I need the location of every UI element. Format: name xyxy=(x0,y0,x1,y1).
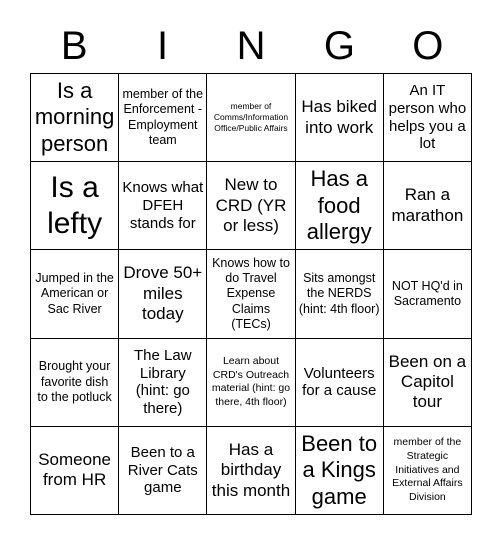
bingo-cell[interactable] xyxy=(207,427,295,515)
bingo-cell[interactable] xyxy=(207,162,295,250)
cell-text: Sits amongst the NERDS (hint: 4th floor) xyxy=(298,271,380,316)
bingo-cell[interactable] xyxy=(31,339,119,427)
cell-text: Knows how to do Travel Expense Claims (TECs) xyxy=(212,255,290,331)
bingo-cell[interactable] xyxy=(384,427,472,515)
bingo-grid xyxy=(30,73,472,515)
cell-text: An IT person who helps you a lot xyxy=(388,82,467,153)
bingo-cell[interactable] xyxy=(207,339,295,427)
bingo-cell[interactable] xyxy=(296,339,384,427)
bingo-cell[interactable] xyxy=(384,74,472,162)
cell-text: member of the Enforcement - Employment team xyxy=(122,87,204,147)
header-letter-g: G xyxy=(323,24,355,68)
cell-text: Been to a Kings game xyxy=(301,430,378,509)
cell-text: Knows what DFEH stands for xyxy=(122,179,204,232)
bingo-cell[interactable] xyxy=(31,74,119,162)
bingo-cell[interactable] xyxy=(119,162,207,250)
cell-text: Brought your favorite dish to the potluck xyxy=(37,359,112,404)
cell-text: Someone from HR xyxy=(38,450,111,490)
bingo-cell[interactable] xyxy=(31,427,119,515)
bingo-cell[interactable] xyxy=(296,162,384,250)
cell-text: Has biked into work xyxy=(301,97,377,137)
bingo-cell[interactable] xyxy=(384,250,472,338)
bingo-cell[interactable] xyxy=(384,339,472,427)
cell-text: The Law Library (hint: go there) xyxy=(134,346,192,417)
bingo-cell[interactable] xyxy=(31,162,119,250)
bingo-cell[interactable] xyxy=(296,427,384,515)
cell-text: NOT HQ'd in Sacramento xyxy=(391,278,463,308)
cell-text: Is a lefty xyxy=(47,170,103,240)
header-letter-n: N xyxy=(236,24,266,68)
bingo-cell[interactable] xyxy=(119,339,207,427)
bingo-cell[interactable] xyxy=(296,250,384,338)
cell-text: Is a morning person xyxy=(34,78,115,156)
bingo-cell[interactable] xyxy=(207,250,295,338)
cell-text: Drove 50+ miles today xyxy=(123,263,203,324)
header-letter-o: O xyxy=(412,24,444,68)
header-letter-i: I xyxy=(157,24,169,68)
bingo-cell[interactable] xyxy=(296,74,384,162)
bingo-cell[interactable] xyxy=(384,162,472,250)
cell-text: New to CRD (YR or less) xyxy=(215,175,287,235)
cell-text: Has a food allergy xyxy=(306,166,372,244)
bingo-header xyxy=(30,20,472,72)
cell-text: Ran a marathon xyxy=(391,185,464,225)
cell-text: Jumped in the American or Sac River xyxy=(35,271,114,316)
cell-text: Volunteers for a cause xyxy=(302,364,377,400)
bingo-cell[interactable] xyxy=(119,250,207,338)
bingo-cell[interactable] xyxy=(31,250,119,338)
cell-text: member of the Strategic Initiatives and External Affairs Division xyxy=(392,436,463,503)
cell-text: member of Comms/Information Office/Public Affairs xyxy=(213,101,289,134)
cell-text: Has a birthday this month xyxy=(211,439,291,500)
header-letter-b: B xyxy=(60,24,88,68)
bingo-cell[interactable] xyxy=(119,74,207,162)
bingo-cell[interactable] xyxy=(207,74,295,162)
cell-text: Learn about CRD's Outreach material (hint: go there, 4th floor) xyxy=(211,354,291,408)
cell-text: Been on a Capitol tour xyxy=(388,351,467,412)
bingo-cell[interactable] xyxy=(119,427,207,515)
cell-text: Been to a River Cats game xyxy=(127,443,198,497)
